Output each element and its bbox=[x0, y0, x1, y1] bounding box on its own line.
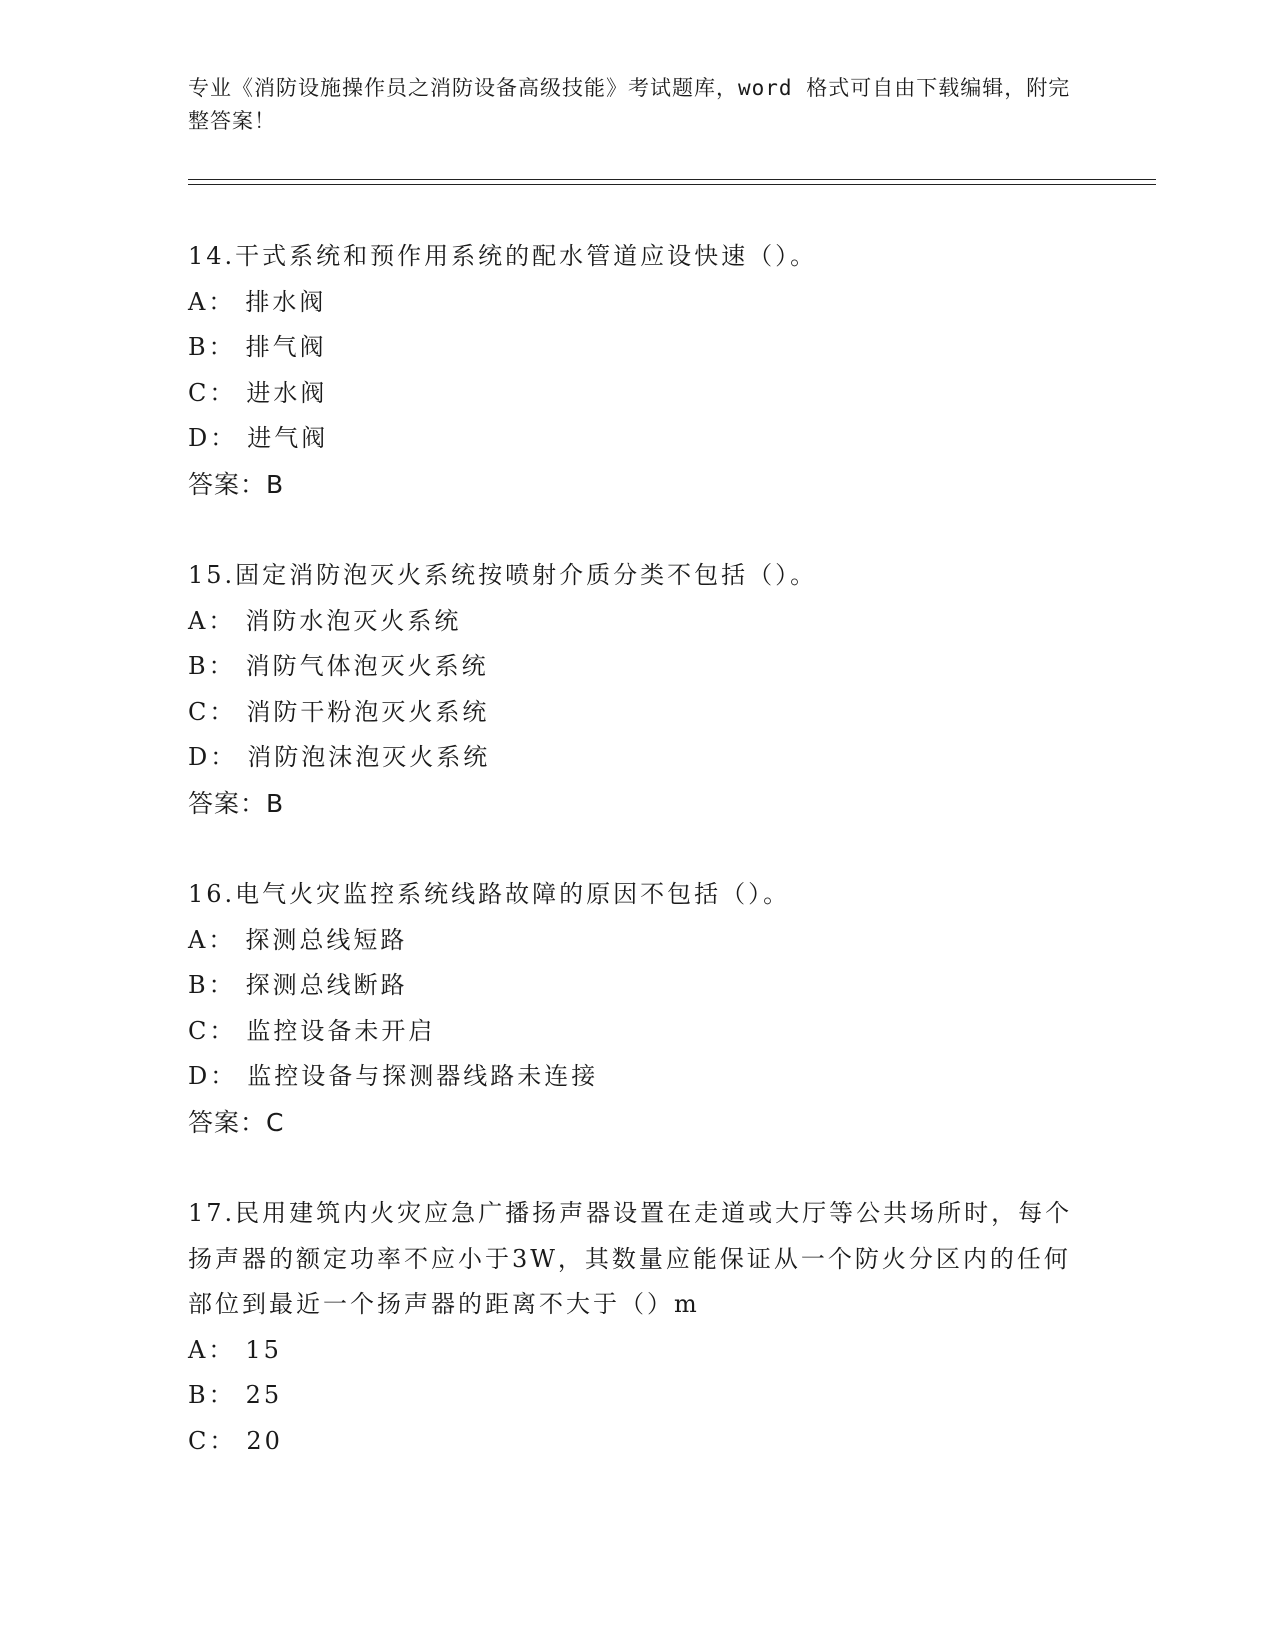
option-c bbox=[188, 1009, 1088, 1055]
option-text: 探测总线断路 bbox=[245, 971, 408, 999]
header-text: 专业《消防设施操作员之消防设备高级技能》考试题库，word 格式可自由下载编辑，附完整答案！ bbox=[188, 76, 1071, 133]
option-text: 排气阀 bbox=[245, 333, 327, 361]
option-a bbox=[188, 599, 1088, 645]
option-letter: B： bbox=[188, 333, 236, 361]
option-text: 进水阀 bbox=[246, 378, 328, 407]
option-letter: D： bbox=[188, 424, 238, 452]
header-rule-top bbox=[188, 179, 1156, 180]
option-b bbox=[188, 325, 1088, 371]
option-letter: C： bbox=[188, 1016, 237, 1045]
option-c bbox=[188, 1419, 1088, 1465]
option-a bbox=[188, 1328, 1088, 1374]
question-stem: 16.电气火灾监控系统线路故障的原因不包括（）。 bbox=[188, 880, 791, 908]
option-text: 消防泡沫泡灭火系统 bbox=[247, 743, 491, 771]
header-rule-bottom bbox=[188, 184, 1156, 185]
option-letter: B： bbox=[188, 1381, 236, 1409]
option-letter: A： bbox=[188, 287, 236, 316]
option-c bbox=[188, 690, 1088, 736]
option-letter: B： bbox=[188, 652, 236, 680]
option-b bbox=[188, 963, 1088, 1009]
answer-line: 答案：B bbox=[188, 788, 285, 818]
option-d bbox=[188, 416, 1088, 462]
option-letter: B： bbox=[188, 971, 236, 999]
question-15 bbox=[188, 553, 1088, 826]
option-b bbox=[188, 644, 1088, 690]
option-letter: A： bbox=[188, 925, 236, 954]
option-letter: A： bbox=[188, 606, 236, 635]
option-c bbox=[188, 371, 1088, 417]
option-text: 监控设备未开启 bbox=[246, 1016, 436, 1045]
answer-line: 答案：B bbox=[188, 469, 285, 499]
option-text: 监控设备与探测器线路未连接 bbox=[247, 1062, 599, 1090]
option-a bbox=[188, 280, 1088, 326]
option-text: 消防水泡灭火系统 bbox=[245, 606, 462, 635]
question-16 bbox=[188, 872, 1088, 1145]
option-text: 消防干粉泡灭火系统 bbox=[246, 697, 490, 726]
option-text: 探测总线短路 bbox=[245, 925, 408, 954]
question-14 bbox=[188, 234, 1088, 507]
option-d bbox=[188, 1054, 1088, 1100]
question-stem: 14.干式系统和预作用系统的配水管道应设快速（）。 bbox=[188, 242, 818, 270]
option-text: 25 bbox=[245, 1381, 283, 1409]
option-letter: C： bbox=[188, 697, 237, 726]
answer-line: 答案：C bbox=[188, 1107, 285, 1137]
option-d bbox=[188, 735, 1088, 781]
option-text: 消防气体泡灭火系统 bbox=[245, 652, 489, 680]
question-17 bbox=[188, 1191, 1088, 1464]
option-text: 15 bbox=[245, 1335, 282, 1364]
option-letter: C： bbox=[188, 378, 237, 407]
option-letter: D： bbox=[188, 743, 238, 771]
option-b bbox=[188, 1373, 1088, 1419]
question-stem: 15.固定消防泡灭火系统按喷射介质分类不包括（）。 bbox=[188, 561, 818, 589]
question-list bbox=[188, 234, 1088, 1464]
option-text: 进气阀 bbox=[247, 424, 329, 452]
option-text: 排水阀 bbox=[245, 287, 327, 316]
option-letter: C： bbox=[188, 1426, 237, 1455]
option-letter: A： bbox=[188, 1335, 236, 1364]
option-letter: D： bbox=[188, 1062, 238, 1090]
option-text: 20 bbox=[246, 1426, 283, 1455]
option-a bbox=[188, 918, 1088, 964]
question-stem: 17.民用建筑内火灾应急广播扬声器设置在走道或大厅等公共场所时，每个扬声器的额定功率不应小于3W，其数量应能保证从一个防火分区内的任何部位到最近一个扬声器的距离不大于（）m bbox=[188, 1199, 1073, 1318]
